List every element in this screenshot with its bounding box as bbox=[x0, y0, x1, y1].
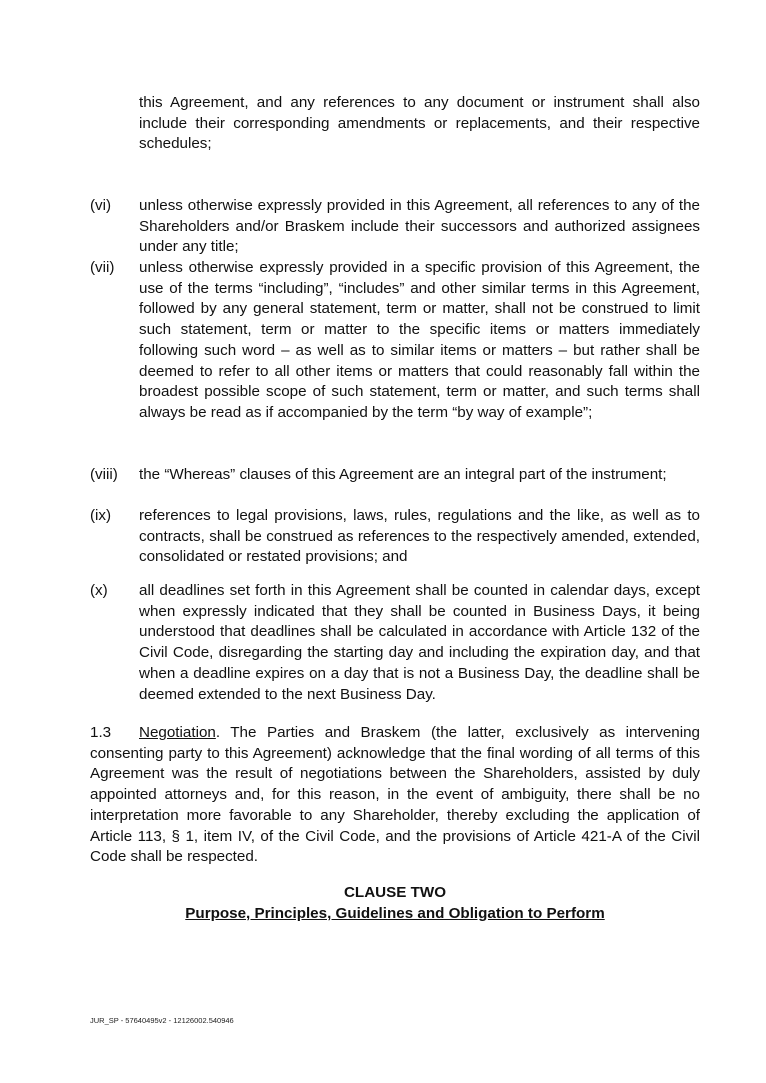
section-1-3 bbox=[90, 723, 700, 868]
item-text: unless otherwise expressly provided in this Agreement, all references to any of the Shareholders and/or Braskem include their successors and authorized assignees under any title; bbox=[139, 197, 700, 256]
list-item-viii bbox=[90, 465, 700, 486]
list-item-vii bbox=[90, 258, 700, 424]
clause-title: CLAUSE TWO bbox=[343, 884, 447, 901]
list-item-ix bbox=[90, 506, 700, 568]
item-label: (vi) bbox=[90, 197, 112, 214]
section-heading: Negotiation bbox=[139, 724, 216, 741]
list-item-vi bbox=[90, 196, 700, 258]
clause-subtitle: Purpose, Principles, Guidelines and Obligation to Perform bbox=[185, 904, 605, 922]
section-text: . The Parties and Braskem (the latter, exclusively as intervening consenting party to this Agreement) acknowledge that the final wording of all terms of this Agreement was the result of negotiations between the Shareholders, assisted by duly appointed attorneys and, for this reason, in the event of ambiguity, there shall be no interpretation more favorable to any Shareholder, thereby excluding the application of Article 113, § 1, item IV, of the Civil Code, and the provisions of Article 421-A of the Civil Code shall be respected. bbox=[90, 724, 700, 866]
item-label: (ix) bbox=[90, 507, 112, 524]
list-item-x bbox=[90, 581, 700, 705]
continuation-paragraph: this Agreement, and any references to any document or instrument shall also include their corresponding amendments or replacements, and their respective schedules; bbox=[139, 94, 700, 153]
item-text: references to legal provisions, laws, rules, regulations and the like, as well as to contracts, shall be construed as references to the respectively amended, extended, consolidated or restated provisions; and bbox=[139, 507, 700, 566]
document-footer-id: JUR_SP - 57640495v2 - 12126002.540946 bbox=[90, 1016, 234, 1025]
item-label: (vii) bbox=[90, 259, 115, 276]
clause-two-heading bbox=[90, 883, 700, 924]
item-text: all deadlines set forth in this Agreement shall be counted in calendar days, except when expressly indicated that they shall be counted in Business Days, it being understood that deadlines shall be calculated in accordance with Article 132 of the Civil Code, disregarding the starting day and including the expiration day, and that when a deadline expires on a day that is not a Business Day, the deadline shall be deemed extended to the next Business Day. bbox=[139, 582, 700, 703]
item-label: (x) bbox=[90, 582, 108, 599]
item-text: the “Whereas” clauses of this Agreement are an integral part of the instrument; bbox=[139, 466, 667, 483]
item-text: unless otherwise expressly provided in a specific provision of this Agreement, the use of the terms “including”, “includes” and other similar terms in this Agreement, followed by any general statement, term or matter, shall not be construed to limit such statement, term or matter to the specific items or matters immediately following such word – as well as to similar items or matters – but rather shall be deemed to refer to all other items or matters that could reasonably fall within the broadest possible scope of such statement, term or matter, and such terms shall always be read as if accompanied by the term “by way of example”; bbox=[139, 259, 700, 421]
section-number: 1.3 bbox=[90, 724, 112, 741]
item-label: (viii) bbox=[90, 466, 118, 483]
